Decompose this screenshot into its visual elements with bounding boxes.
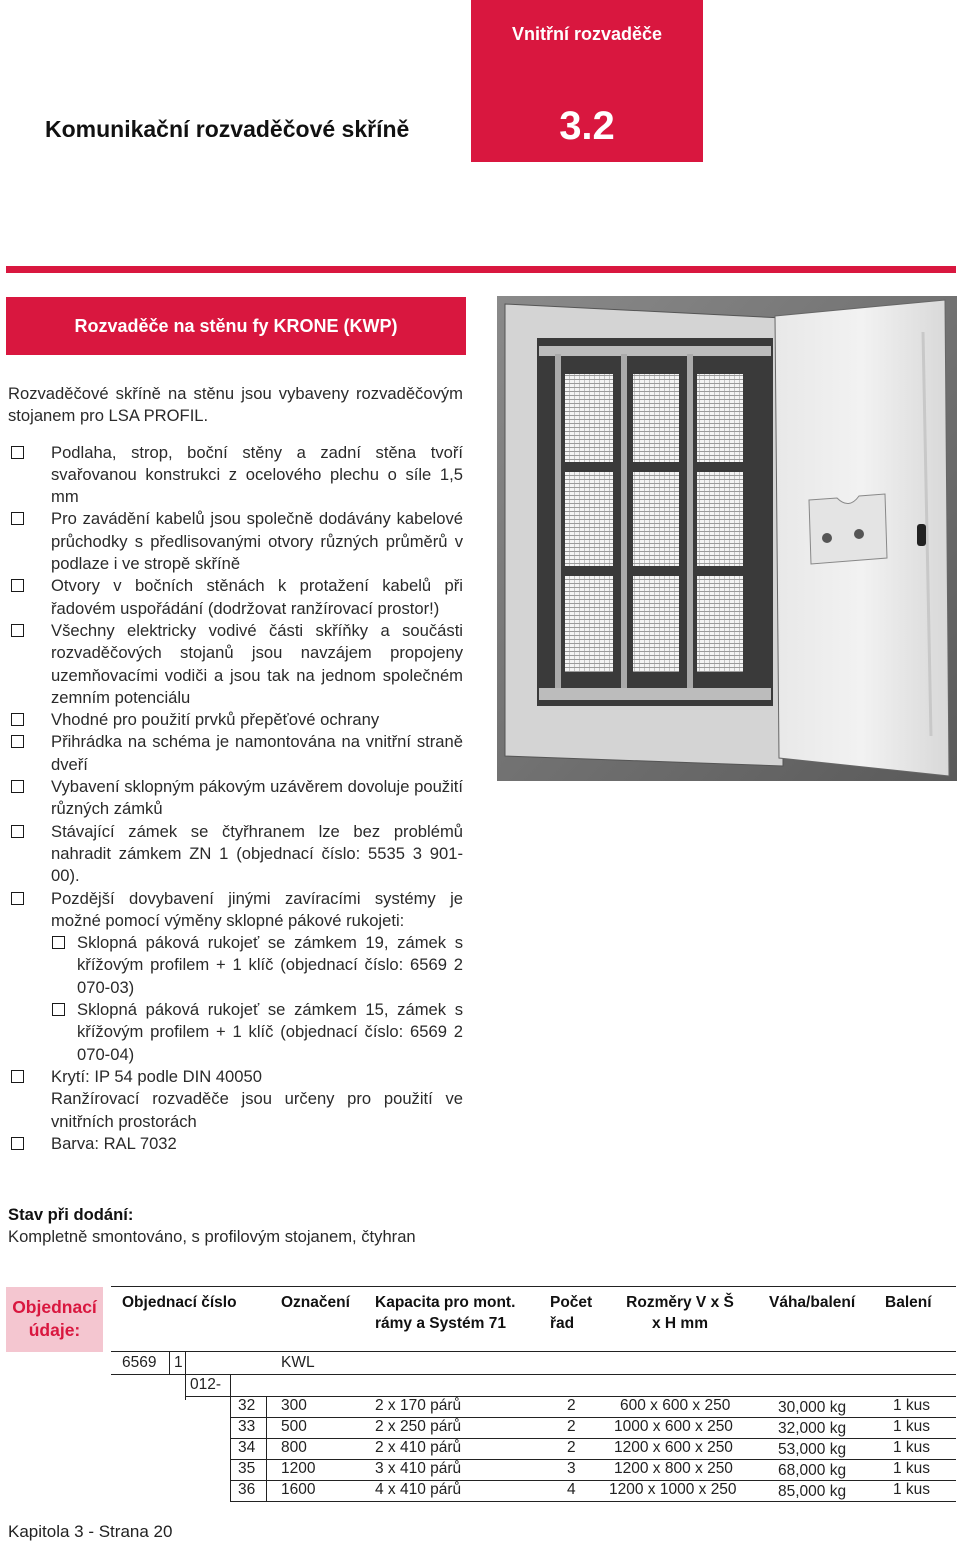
col-header-pack: Balení: [885, 1294, 932, 1311]
feature-item: Stávající zámek se čtyřhranem lze bez problémů nahradit zámkem ZN 1 (objednací číslo: 5535 3 901-00).: [8, 821, 463, 888]
base-digit: 1: [174, 1354, 183, 1371]
col-header-weight: Váha/balení: [769, 1294, 856, 1311]
cabinet-photo: [497, 296, 957, 781]
cell-divider: [185, 1352, 186, 1400]
feature-item: Přihrádka na schéma je namontována na vnitřní straně dveří: [8, 731, 463, 776]
description: [8, 383, 463, 1155]
chapter-number: 3.2: [559, 104, 615, 148]
checkbox-icon: [11, 825, 24, 838]
checkbox-icon: [11, 624, 24, 637]
row-border: [111, 1374, 956, 1375]
checkbox-icon: [11, 579, 24, 592]
checkbox-icon: [11, 446, 24, 459]
sub-prefix: 012-: [190, 1376, 222, 1393]
col-header-order-no: Objednací číslo: [122, 1294, 237, 1311]
lock-option-item: Sklopná páková rukojeť se zámkem 15, zámek s křížovým profilem + 1 klíč (objednací číslo: 6569 2 070-04): [51, 999, 463, 1066]
lock-option-item: Sklopná páková rukojeť se zámkem 19, zámek s křížovým profilem + 1 klíč (objednací číslo: 6569 2 070-03): [51, 932, 463, 999]
col-header-capacity: Kapacita pro mont. rámy a Systém 71: [375, 1294, 516, 1332]
feature-item: Vybavení sklopným pákovým uzávěrem dovoluje použití různých zámků: [8, 776, 463, 821]
table-top-border: [111, 1286, 956, 1287]
checkbox-icon: [11, 780, 24, 793]
lock-options-list: [51, 932, 463, 1066]
checkbox-icon: [11, 512, 24, 525]
feature-item: Vhodné pro použití prvků přepěťové ochrany: [8, 709, 463, 731]
checkbox-icon: [52, 1003, 65, 1016]
checkbox-icon: [11, 1137, 24, 1150]
feature-item: Barva: RAL 7032: [8, 1133, 463, 1155]
delivery-heading: Stav při dodání:: [8, 1205, 134, 1224]
checkbox-icon: [11, 892, 24, 905]
page-footer: Kapitola 3 - Strana 20: [8, 1522, 173, 1541]
feature-item: Pro zavádění kabelů jsou společně dodávány kabelové průchodky s předlisovanými otvory různých průměrů v podlaze i ve stropě skříně: [8, 508, 463, 575]
row-border: [230, 1501, 956, 1502]
checkbox-icon: [11, 1070, 24, 1083]
ip-note: Ranžírovací rozvaděče jsou určeny pro použití ve vnitřních prostorách: [51, 1089, 463, 1131]
col-header-designation: Označení: [281, 1294, 350, 1311]
table-header-border: [111, 1351, 956, 1352]
checkbox-icon: [52, 936, 65, 949]
order-label: Objednací údaje:: [6, 1287, 103, 1352]
intro-text: Rozvaděčové skříně na stěnu jsou vybaveny rozvaděčovým stojanem pro LSA PROFIL.: [8, 384, 463, 426]
row-border: [230, 1459, 956, 1460]
delivery-text: Kompletně smontováno, s profilovým stojanem, čtyhran: [8, 1227, 416, 1246]
page-title: Komunikační rozvaděčové skříně: [45, 116, 410, 142]
feature-item: Otvory v bočních stěnách k protažení kabelů při řadovém uspořádání (dodržovat ranžírovací prostor!): [8, 575, 463, 620]
cell-divider: [266, 1396, 267, 1501]
checkbox-icon: [11, 713, 24, 726]
section-label: Vnitřní rozvaděče: [511, 24, 663, 44]
row-border: [230, 1480, 956, 1481]
feature-item: Všechny elektricky vodivé části skříňky a součásti rozvaděčových stojanů jsou navzájem propojeny uzemňovacími vodiči a jsou tak na jednom společném zemním potenciálu: [8, 620, 463, 709]
col-header-count: Počet řad: [550, 1294, 593, 1332]
base-designation: KWL: [281, 1354, 315, 1371]
feature-item: Krytí: IP 54 podle DIN 40050 Ranžírovací rozvaděče jsou určeny pro použití ve vnitřních prostorách: [8, 1066, 463, 1133]
feature-item: Podlaha, strop, boční stěny a zadní stěna tvoří svařovanou konstrukci z ocelového plechu o síle 1,5 mm: [8, 442, 463, 509]
row-border: [230, 1438, 956, 1439]
header-divider: [6, 266, 956, 273]
base-code: 6569: [122, 1354, 157, 1371]
feature-list: [8, 442, 463, 1156]
section-title: Rozvaděče na stěnu fy KRONE (KWP): [6, 297, 466, 355]
cell-divider: [169, 1352, 170, 1375]
col-header-dims: Rozměry V x Š x H mm: [626, 1294, 734, 1332]
feature-item: Pozdější dovybavení jinými zavíracími systémy je možné pomocí výměny sklopné pákové rukojeti: Sklopná páková rukojeť se zámkem 19, zámek s křížovým profilem + 1 klíč (objednací číslo: 6569 2 070-03) Sklopná páková rukojeť se zámkem 15, zámek s křížovým profilem + 1 klíč (objednací číslo: 6569 2 070-04): [8, 888, 463, 1066]
checkbox-icon: [11, 735, 24, 748]
row-border: [230, 1417, 956, 1418]
